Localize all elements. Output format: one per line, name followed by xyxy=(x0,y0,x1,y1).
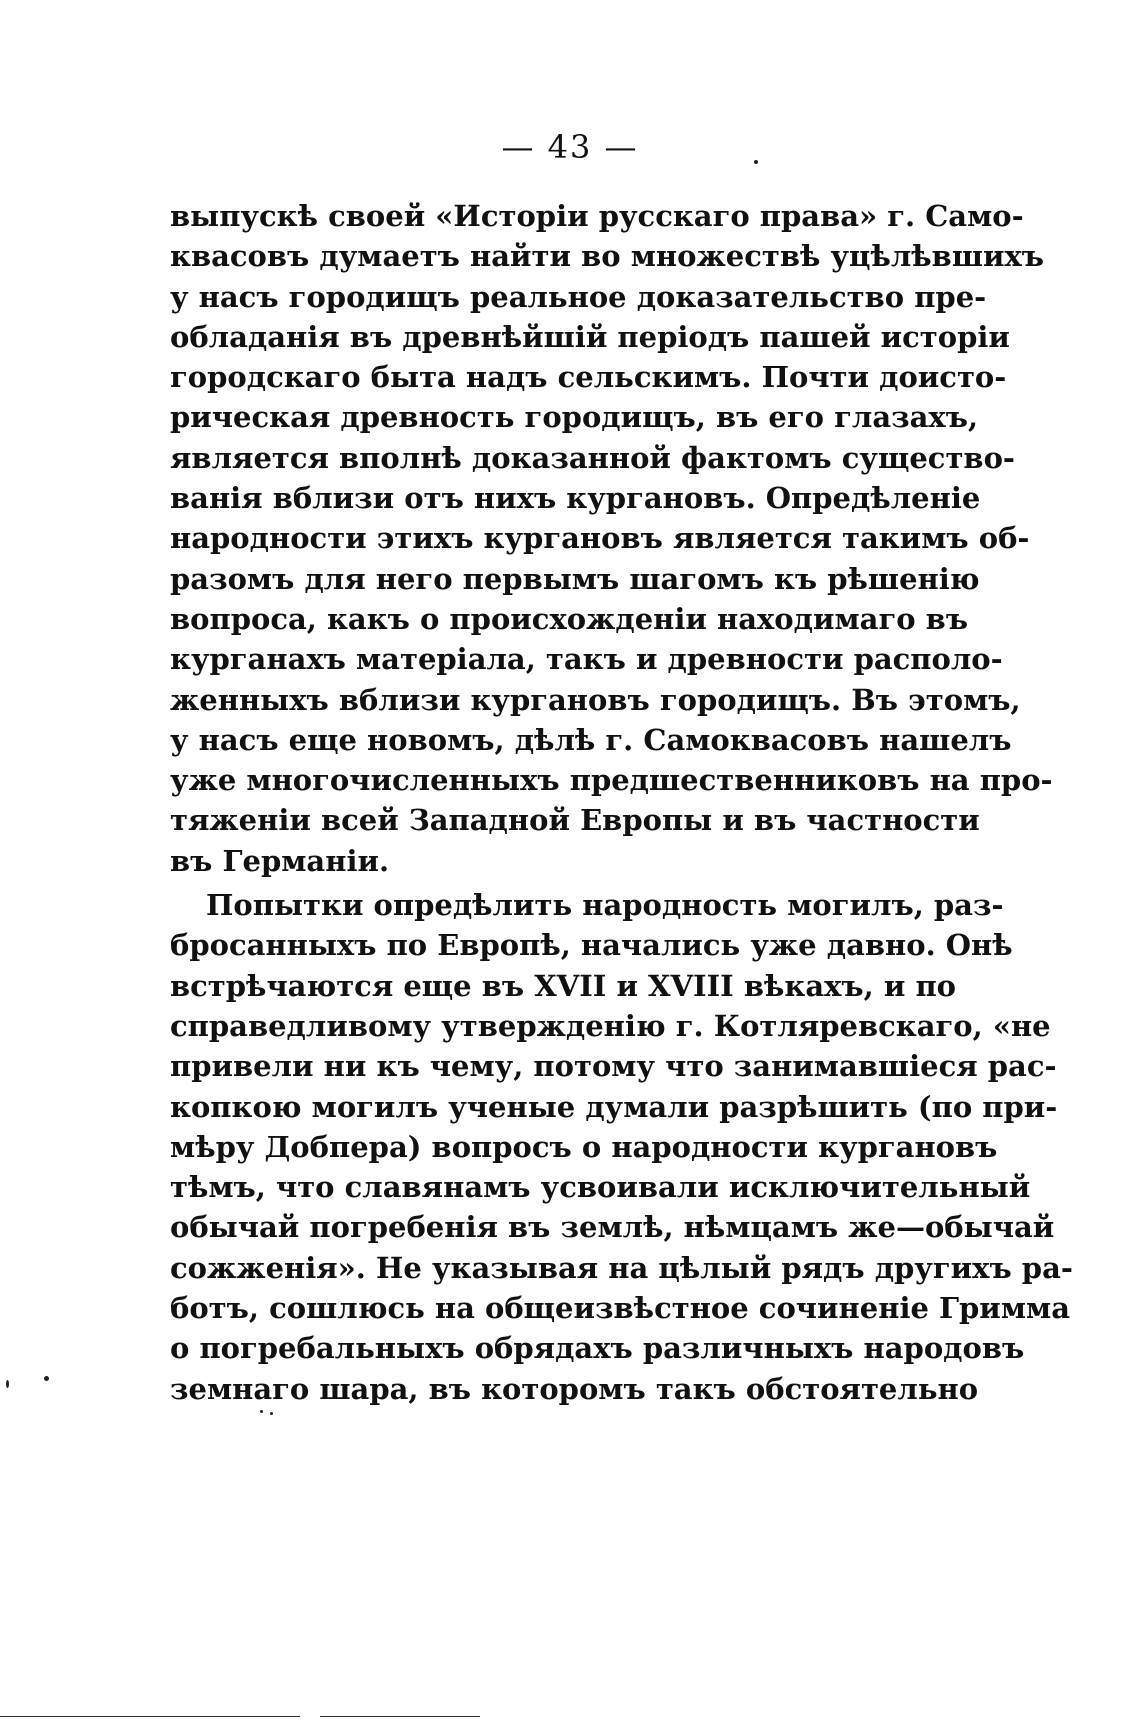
scan-speck xyxy=(754,160,758,164)
text-line: тяженіи всей Западной Европы и въ частности xyxy=(170,803,980,838)
page-number: — 43 — xyxy=(501,128,639,166)
text-line: мѣру Добпера) вопросъ о народности кургановъ xyxy=(170,1129,998,1164)
text-line: тѣмъ, что славянамъ усвоивали исключительный xyxy=(170,1170,1031,1205)
text-line: курганахъ матеріала, такъ и древности располо- xyxy=(170,642,1003,677)
text-line: квасовъ думаетъ найти во множествѣ уцѣлѣвшихъ xyxy=(170,239,1045,274)
text-line: о погребальныхъ обрядахъ различныхъ народовъ xyxy=(170,1331,1025,1366)
text-line: городскаго быта надъ сельскимъ. Почти доисто- xyxy=(170,360,1007,395)
text-line: уже многочисленныхъ предшественниковъ на про- xyxy=(170,763,1053,798)
bottom-edge-line xyxy=(320,1716,480,1717)
text-line: бросанныхъ по Европѣ, начались уже давно. Онѣ xyxy=(170,928,1013,963)
text-line: обычай погребенія въ землѣ, нѣмцамъ же—обычай xyxy=(170,1210,1055,1245)
text-line: привели ни къ чему, потому что занимавшіеся рас- xyxy=(170,1049,1057,1084)
paragraph xyxy=(170,196,1053,881)
text-line: обладанія въ древнѣйшій періодъ пашей исторіи xyxy=(170,319,1010,354)
text-line: Попытки опредѣлить народность могилъ, раз- xyxy=(206,888,1004,923)
text-line: встрѣчаются еще въ XVII и XVIII вѣкахъ, и по xyxy=(170,968,957,1003)
text-line: ванія вблизи отъ нихъ кургановъ. Опредѣленіе xyxy=(170,481,981,516)
bottom-edge-line xyxy=(0,1716,300,1717)
text-line: выпускѣ своей «Исторіи русскаго права» г. Само- xyxy=(170,199,1024,233)
scan-speck xyxy=(260,1410,263,1413)
text-line: въ Германіи. xyxy=(170,843,390,878)
text-line: у насъ еще новомъ, дѣлѣ г. Самоквасовъ нашелъ xyxy=(170,722,1012,757)
text-line: сожженія». Не указывая на цѣлый рядъ другихъ ра- xyxy=(170,1250,1073,1285)
text-line: женныхъ вблизи кургановъ городищъ. Въ этомъ, xyxy=(170,682,1021,717)
scan-speck xyxy=(270,1412,273,1415)
paragraph-container xyxy=(170,196,1073,1409)
text-line: копкою могилъ ученые думали разрѣшить (по при- xyxy=(170,1089,1058,1124)
text-line: является вполнѣ доказанной фактомъ существо- xyxy=(170,440,1015,475)
text-line: ботъ, сошлюсь на общеизвѣстное сочиненіе Гримма xyxy=(170,1291,1070,1326)
text-body xyxy=(170,196,1073,1409)
text-line: рическая древность городищъ, въ его глазахъ, xyxy=(170,400,979,435)
text-line: разомъ для него первымъ шагомъ къ рѣшенію xyxy=(170,561,980,596)
paragraph xyxy=(170,885,1073,1409)
scan-speck xyxy=(44,1376,49,1381)
text-line: земнаго шара, въ которомъ такъ обстоятельно xyxy=(170,1371,979,1406)
text-line: справедливому утвержденію г. Котляревскаго, «не xyxy=(170,1008,1051,1043)
text-line: у насъ городищъ реальное доказательство пре- xyxy=(170,279,987,314)
text-line: вопроса, какъ о происхожденіи находимаго въ xyxy=(170,601,969,636)
scan-speck xyxy=(6,1380,9,1388)
text-line: народности этихъ кургановъ является такимъ об- xyxy=(170,521,1030,556)
